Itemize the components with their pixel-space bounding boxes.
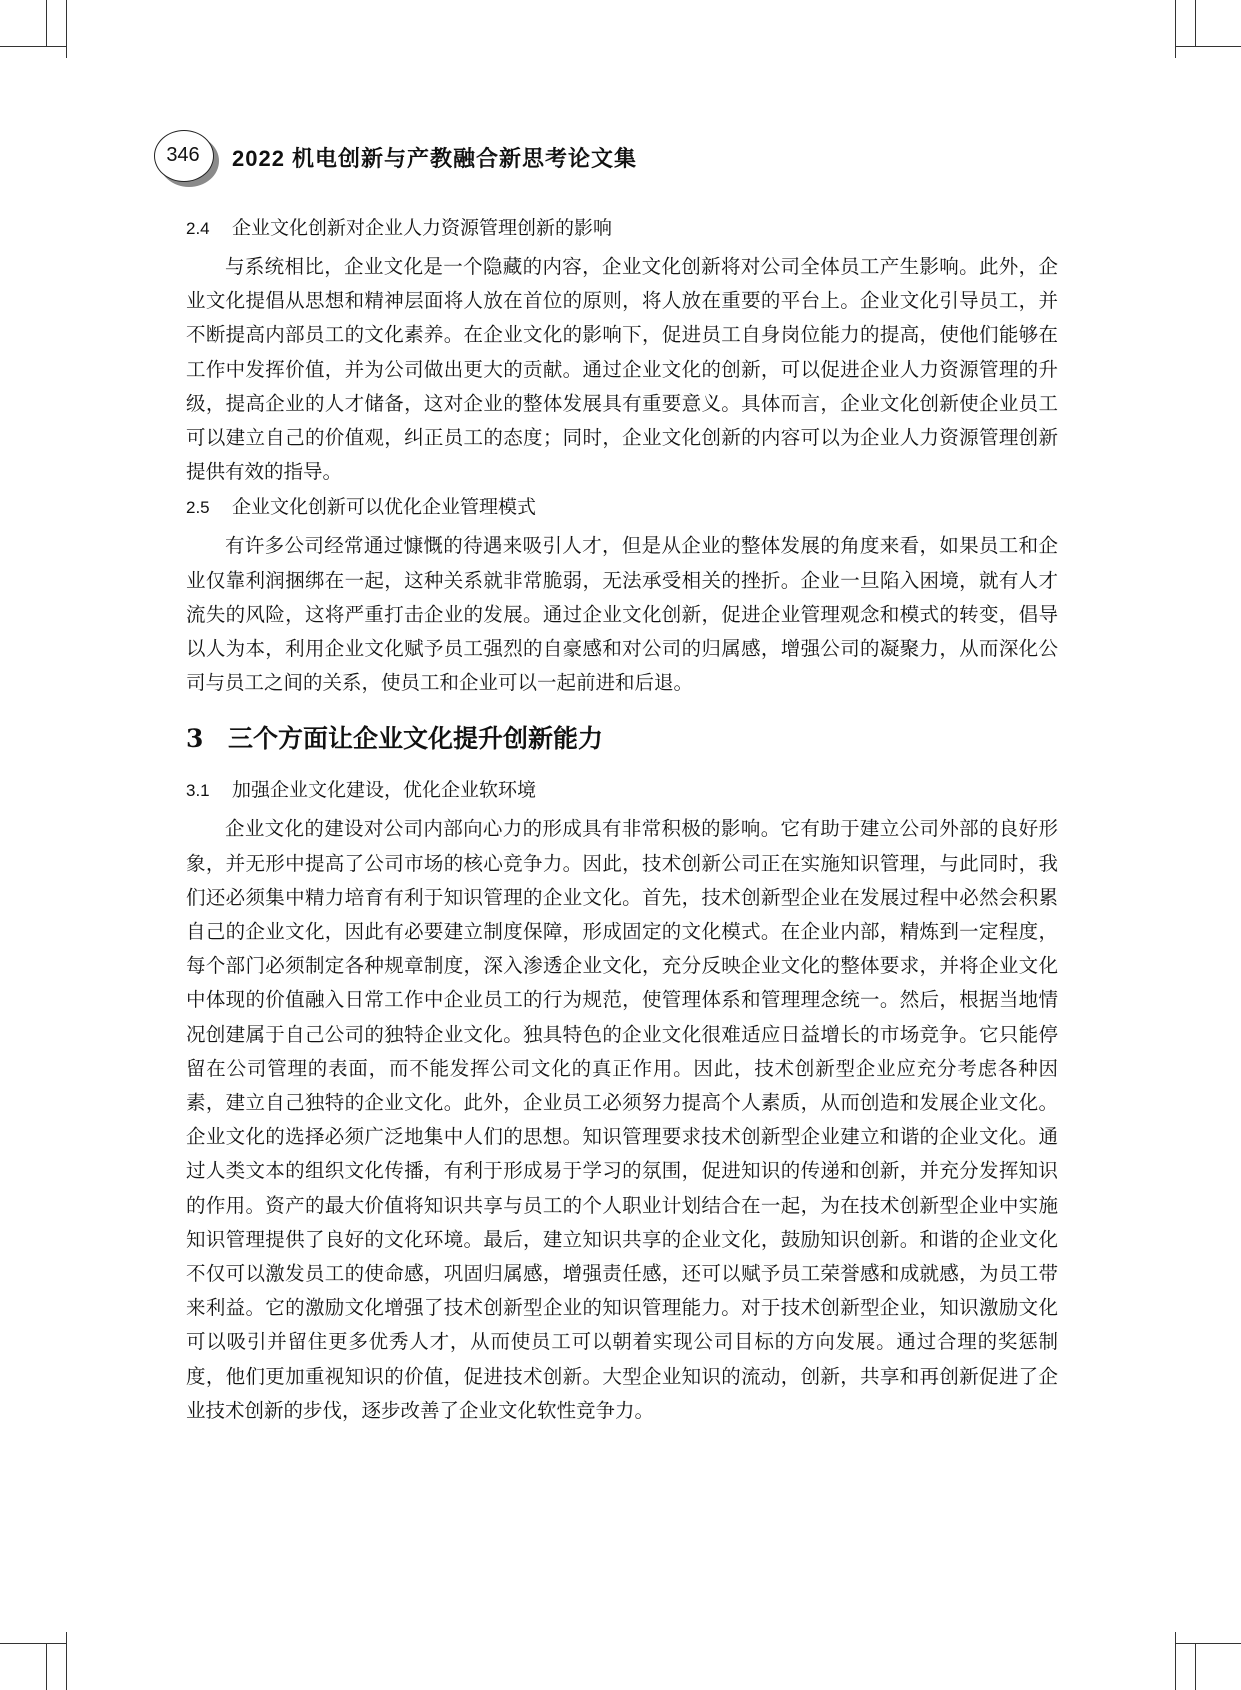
chapter-title: 三个方面让企业文化提升创新能力: [228, 724, 604, 754]
crop-mark: [46, 0, 47, 46]
chapter-number: 3: [186, 724, 204, 754]
section-number: 2.4: [186, 219, 210, 238]
crop-mark: [0, 46, 66, 47]
paragraph-2-4: 与系统相比，企业文化是一个隐藏的内容，企业文化创新将对公司全体员工产生影响。此外，企业文化提倡从思想和精神层面将人放在首位的原则，将人放在重要的平台上。企业文化引导员工，并不断提高内部员工的文化素养。在企业文化的影响下，促进员工自身岗位能力的提高，使他们能够在工作中发挥价值，并为公司做出更大的贡献。通过企业文化的创新，可以促进企业人力资源管理的升级，提高企业的人才储备，这对企业的整体发展具有重要意义。具体而言，企业文化创新使企业员工可以建立自己的价值观，纠正员工的态度；同时，企业文化创新的内容可以为企业人力资源管理创新提供有效的指导。: [186, 255, 1058, 484]
crop-mark: [66, 0, 67, 58]
paragraph-2-5: 有许多公司经常通过慷慨的待遇来吸引人才，但是从企业的整体发展的角度来看，如果员工和企业仅靠利润捆绑在一起，这种关系就非常脆弱，无法承受相关的挫折。企业一旦陷入困境，就有人才流失的风险，这将严重打击企业的发展。通过企业文化创新，促进企业管理观念和模式的转变，倡导以人为本，利用企业文化赋予员工强烈的自豪感和对公司的归属感，增强公司的凝聚力，从而深化公司与员工之间的关系，使员工和企业可以一起前进和后退。: [186, 534, 1058, 695]
running-header: [154, 130, 754, 190]
crop-mark: [1175, 1632, 1176, 1690]
crop-mark: [0, 1643, 66, 1644]
crop-mark: [1175, 0, 1176, 58]
chapter-heading-3: [186, 720, 1058, 758]
section-title: 加强企业文化建设，优化企业软环境: [232, 780, 537, 802]
section-heading-2-5: [186, 493, 1058, 523]
crop-mark: [1195, 1643, 1196, 1690]
article-body: [186, 214, 1058, 1428]
crop-mark: [1175, 46, 1241, 47]
page-number: 346: [166, 144, 200, 166]
paragraph-3-1: 企业文化的建设对公司内部向心力的形成具有非常积极的影响。它有助于建立公司外部的良好形象，并无形中提高了公司市场的核心竞争力。因此，技术创新公司正在实施知识管理，与此同时，我们还必须集中精力培育有利于知识管理的企业文化。首先，技术创新型企业在发展过程中必然会积累自己的企业文化，因此有必要建立制度保障，形成固定的文化模式。在企业内部，精炼到一定程度，每个部门必须制定各种规章制度，深入渗透企业文化，充分反映企业文化的整体要求，并将企业文化中体现的价值融入日常工作中企业员工的行为规范，使管理体系和管理理念统一。然后，根据当地情况创建属于自己公司的独特企业文化。独具特色的企业文化很难适应日益增长的市场竞争。它只能停留在公司管理的表面，而不能发挥公司文化的真正作用。因此，技术创新型企业应充分考虑各种因素，建立自己独特的企业文化。此外，企业员工必须努力提高个人素质，从而创造和发展企业文化。企业文化的选择必须广泛地集中人们的思想。知识管理要求技术创新型企业建立和谐的企业文化。通过人类文本的组织文化传播，有利于形成易于学习的氛围，促进知识的传递和创新，并充分发挥知识的作用。资产的最大价值将知识共享与员工的个人职业计划结合在一起，为在技术创新型企业中实施知识管理提供了良好的文化环境。最后，建立知识共享的企业文化，鼓励知识创新。和谐的企业文化不仅可以激发员工的使命感，巩固归属感，增强责任感，还可以赋予员工荣誉感和成就感，为员工带来利益。它的激励文化增强了技术创新型企业的知识管理能力。对于技术创新型企业，知识激励文化可以吸引并留住更多优秀人才，从而使员工可以朝着实现公司目标的方向发展。通过合理的奖惩制度，他们更加重视知识的价值，促进技术创新。大型企业知识的流动，创新，共享和再创新促进了企业技术创新的步伐，逐步改善了企业文化软性竞争力。: [186, 817, 1058, 1422]
section-number: 2.5: [186, 498, 210, 518]
section-heading-3-1: [186, 776, 1058, 806]
section-number: 3.1: [186, 781, 210, 801]
crop-mark: [66, 1632, 67, 1690]
crop-mark: [46, 1643, 47, 1690]
book-title: 2022 机电创新与产教融合新思考论文集: [232, 146, 638, 171]
section-title: 企业文化创新可以优化企业管理模式: [232, 497, 537, 519]
section-title: 企业文化创新对企业人力资源管理创新的影响: [232, 218, 613, 239]
crop-mark: [1195, 0, 1196, 46]
section-heading-2-4: [186, 214, 1058, 244]
crop-mark: [1175, 1643, 1241, 1644]
